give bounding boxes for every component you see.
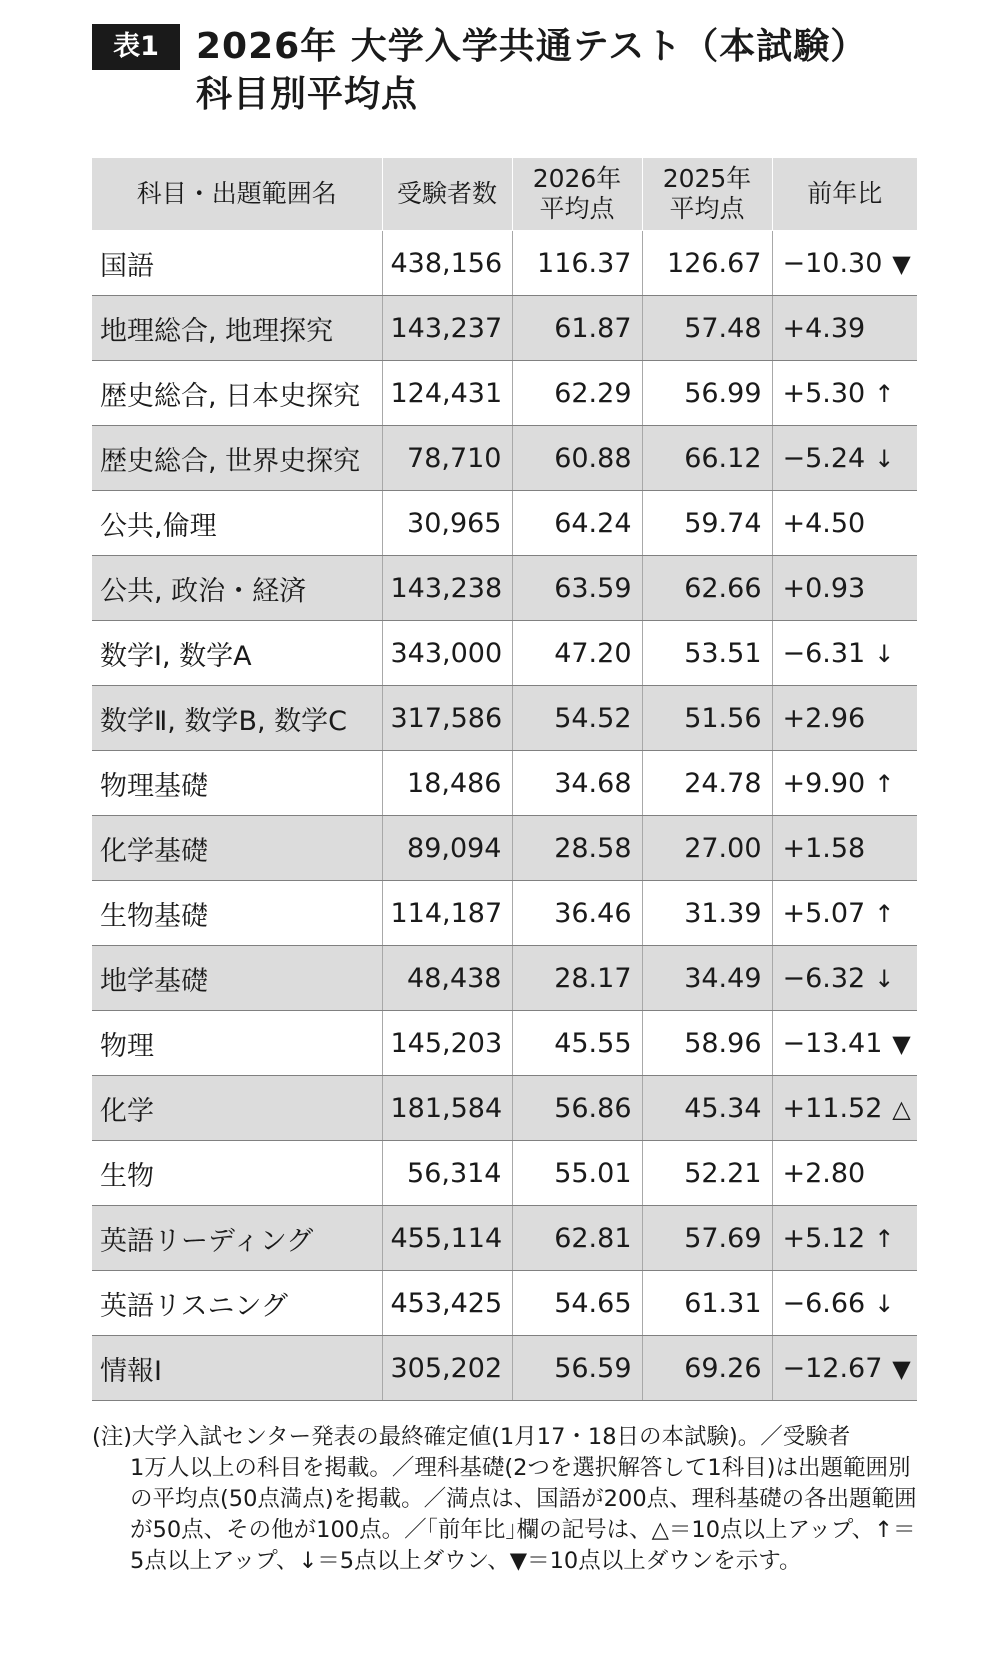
year-over-year-cell (772, 491, 917, 556)
examinees-cell: 30,965 (382, 491, 512, 556)
change-mark-icon: ↓ (874, 444, 895, 473)
header-year-over-year: 前年比 (772, 158, 917, 231)
header-row (92, 158, 917, 231)
table-row (92, 1076, 917, 1141)
table-header (92, 158, 917, 231)
header-avg-2026: 2026年 平均点 (512, 158, 642, 231)
avg-2025-cell: 57.48 (642, 296, 772, 361)
avg-2026-cell: 56.86 (512, 1076, 642, 1141)
examinees-cell: 143,238 (382, 556, 512, 621)
diff-value: +4.39 (782, 312, 866, 344)
change-mark-icon: ▼ (892, 249, 911, 278)
year-over-year-cell (772, 1206, 917, 1271)
subject-cell: 歴史総合, 日本史探究 (92, 361, 382, 426)
avg-2026-cell: 34.68 (512, 751, 642, 816)
year-over-year-cell (772, 751, 917, 816)
title-line-2: 科目別平均点 (196, 74, 419, 115)
year-over-year-cell (772, 686, 917, 751)
avg-2026-cell: 63.59 (512, 556, 642, 621)
avg-2025-cell: 45.34 (642, 1076, 772, 1141)
diff-value: +1.58 (782, 832, 866, 864)
table-body (92, 231, 917, 1401)
examinees-cell: 181,584 (382, 1076, 512, 1141)
diff-value: −6.31 (782, 637, 866, 669)
table-row (92, 296, 917, 361)
table-row (92, 1141, 917, 1206)
subject-cell: 数学Ⅱ, 数学B, 数学C (92, 686, 382, 751)
examinees-cell: 305,202 (382, 1336, 512, 1401)
avg-2025-cell: 24.78 (642, 751, 772, 816)
diff-value: +5.12 (782, 1222, 866, 1254)
year-over-year-cell (772, 1336, 917, 1401)
subject-cell: 英語リーディング (92, 1206, 382, 1271)
avg-2025-cell: 61.31 (642, 1271, 772, 1336)
footnote (92, 1422, 917, 1577)
diff-value: −6.32 (782, 962, 866, 994)
examinees-cell: 18,486 (382, 751, 512, 816)
diff-value: −12.67 (782, 1352, 883, 1384)
table-row (92, 231, 917, 296)
year-over-year-cell (772, 426, 917, 491)
avg-2025-cell: 27.00 (642, 816, 772, 881)
average-score-table (92, 158, 917, 1401)
table-row (92, 361, 917, 426)
examinees-cell: 453,425 (382, 1271, 512, 1336)
title-line-1: 2026年 大学入学共通テスト（本試験） (196, 26, 868, 67)
year-over-year-cell (772, 556, 917, 621)
examinees-cell: 455,114 (382, 1206, 512, 1271)
avg-2026-cell: 54.65 (512, 1271, 642, 1336)
examinees-cell: 89,094 (382, 816, 512, 881)
subject-cell: 生物 (92, 1141, 382, 1206)
subject-cell: 歴史総合, 世界史探究 (92, 426, 382, 491)
subject-cell: 化学基礎 (92, 816, 382, 881)
change-mark-icon: ↑ (874, 379, 895, 408)
year-over-year-cell (772, 946, 917, 1011)
examinees-cell: 78,710 (382, 426, 512, 491)
avg-2026-cell: 116.37 (512, 231, 642, 296)
year-over-year-cell (772, 621, 917, 686)
change-mark-icon: ↓ (874, 1289, 895, 1318)
examinees-cell: 438,156 (382, 231, 512, 296)
diff-value: +11.52 (782, 1092, 883, 1124)
avg-2026-cell: 36.46 (512, 881, 642, 946)
subject-cell: 数学Ⅰ, 数学A (92, 621, 382, 686)
table-number-badge: 表1 (92, 24, 180, 70)
year-over-year-cell (772, 296, 917, 361)
footnote-body: 1万人以上の科目を掲載。／理科基礎(2つを選択解答して1科目)は出題範囲別の平均点(50点満点)を掲載。／満点は、国語が200点、理科基礎の各出題範囲が50点、その他が100点。／｢前年比｣欄の記号は、△＝10点以上アップ、↑＝5点以上アップ、↓＝5点以上ダウン、▼＝10点以上ダウンを示す。 (130, 1455, 917, 1574)
subject-cell: 生物基礎 (92, 881, 382, 946)
change-mark-icon: ▼ (892, 1354, 911, 1383)
year-over-year-cell (772, 881, 917, 946)
diff-value: −6.66 (782, 1287, 866, 1319)
change-mark-icon: ▼ (892, 1029, 911, 1058)
diff-value: −10.30 (782, 247, 883, 279)
avg-2026-cell: 55.01 (512, 1141, 642, 1206)
diff-value: −5.24 (782, 442, 866, 474)
avg-2025-cell: 69.26 (642, 1336, 772, 1401)
table-row (92, 1271, 917, 1336)
diff-value: +5.07 (782, 897, 866, 929)
examinees-cell: 143,237 (382, 296, 512, 361)
subject-cell: 地理総合, 地理探究 (92, 296, 382, 361)
avg-2025-cell: 53.51 (642, 621, 772, 686)
avg-2026-cell: 64.24 (512, 491, 642, 556)
subject-cell: 公共, 政治・経済 (92, 556, 382, 621)
table-row (92, 1206, 917, 1271)
year-over-year-cell (772, 1011, 917, 1076)
year-over-year-cell (772, 1271, 917, 1336)
avg-2025-cell: 57.69 (642, 1206, 772, 1271)
footnote-lead: (注)大学入試センター発表の最終確定値(1月17・18日の本試験)。／受験者 (92, 1424, 851, 1450)
table-row (92, 491, 917, 556)
year-over-year-cell (772, 1076, 917, 1141)
examinees-cell: 145,203 (382, 1011, 512, 1076)
subject-cell: 英語リスニング (92, 1271, 382, 1336)
year-over-year-cell (772, 1141, 917, 1206)
avg-2026-cell: 54.52 (512, 686, 642, 751)
year-over-year-cell (772, 231, 917, 296)
change-mark-icon: ↑ (874, 899, 895, 928)
year-over-year-cell (772, 816, 917, 881)
examinees-cell: 48,438 (382, 946, 512, 1011)
diff-value: +0.93 (782, 572, 866, 604)
header-avg-2025: 2025年 平均点 (642, 158, 772, 231)
table-row (92, 621, 917, 686)
change-mark-icon: △ (892, 1094, 911, 1123)
diff-value: +2.80 (782, 1157, 866, 1189)
table-row (92, 686, 917, 751)
diff-value: −13.41 (782, 1027, 883, 1059)
table-row (92, 816, 917, 881)
avg-2026-cell: 28.17 (512, 946, 642, 1011)
year-over-year-cell (772, 361, 917, 426)
avg-2026-cell: 56.59 (512, 1336, 642, 1401)
table-row (92, 556, 917, 621)
subject-cell: 国語 (92, 231, 382, 296)
avg-2025-cell: 62.66 (642, 556, 772, 621)
avg-2025-cell: 31.39 (642, 881, 772, 946)
avg-2025-cell: 126.67 (642, 231, 772, 296)
examinees-cell: 124,431 (382, 361, 512, 426)
examinees-cell: 56,314 (382, 1141, 512, 1206)
table-row (92, 1011, 917, 1076)
avg-2025-cell: 52.21 (642, 1141, 772, 1206)
avg-2026-cell: 61.87 (512, 296, 642, 361)
avg-2026-cell: 47.20 (512, 621, 642, 686)
avg-2026-cell: 62.29 (512, 361, 642, 426)
examinees-cell: 114,187 (382, 881, 512, 946)
subject-cell: 地学基礎 (92, 946, 382, 1011)
change-mark-icon: ↓ (874, 964, 895, 993)
avg-2026-cell: 45.55 (512, 1011, 642, 1076)
avg-2025-cell: 59.74 (642, 491, 772, 556)
subject-cell: 情報Ⅰ (92, 1336, 382, 1401)
change-mark-icon: ↑ (874, 1224, 895, 1253)
subject-cell: 公共,倫理 (92, 491, 382, 556)
avg-2026-cell: 62.81 (512, 1206, 642, 1271)
change-mark-icon: ↓ (874, 639, 895, 668)
header-examinees: 受験者数 (382, 158, 512, 231)
avg-2025-cell: 66.12 (642, 426, 772, 491)
subject-cell: 物理基礎 (92, 751, 382, 816)
subject-cell: 化学 (92, 1076, 382, 1141)
table-row (92, 751, 917, 816)
diff-value: +5.30 (782, 377, 866, 409)
avg-2025-cell: 51.56 (642, 686, 772, 751)
avg-2026-cell: 28.58 (512, 816, 642, 881)
table-row (92, 881, 917, 946)
avg-2025-cell: 56.99 (642, 361, 772, 426)
table-row (92, 426, 917, 491)
diff-value: +4.50 (782, 507, 866, 539)
diff-value: +9.90 (782, 767, 866, 799)
avg-2026-cell: 60.88 (512, 426, 642, 491)
diff-value: +2.96 (782, 702, 866, 734)
avg-2025-cell: 34.49 (642, 946, 772, 1011)
avg-2025-cell: 58.96 (642, 1011, 772, 1076)
subject-cell: 物理 (92, 1011, 382, 1076)
examinees-cell: 317,586 (382, 686, 512, 751)
header-subject: 科目・出題範囲名 (92, 158, 382, 231)
table-row (92, 946, 917, 1011)
table-row (92, 1336, 917, 1401)
change-mark-icon: ↑ (874, 769, 895, 798)
examinees-cell: 343,000 (382, 621, 512, 686)
